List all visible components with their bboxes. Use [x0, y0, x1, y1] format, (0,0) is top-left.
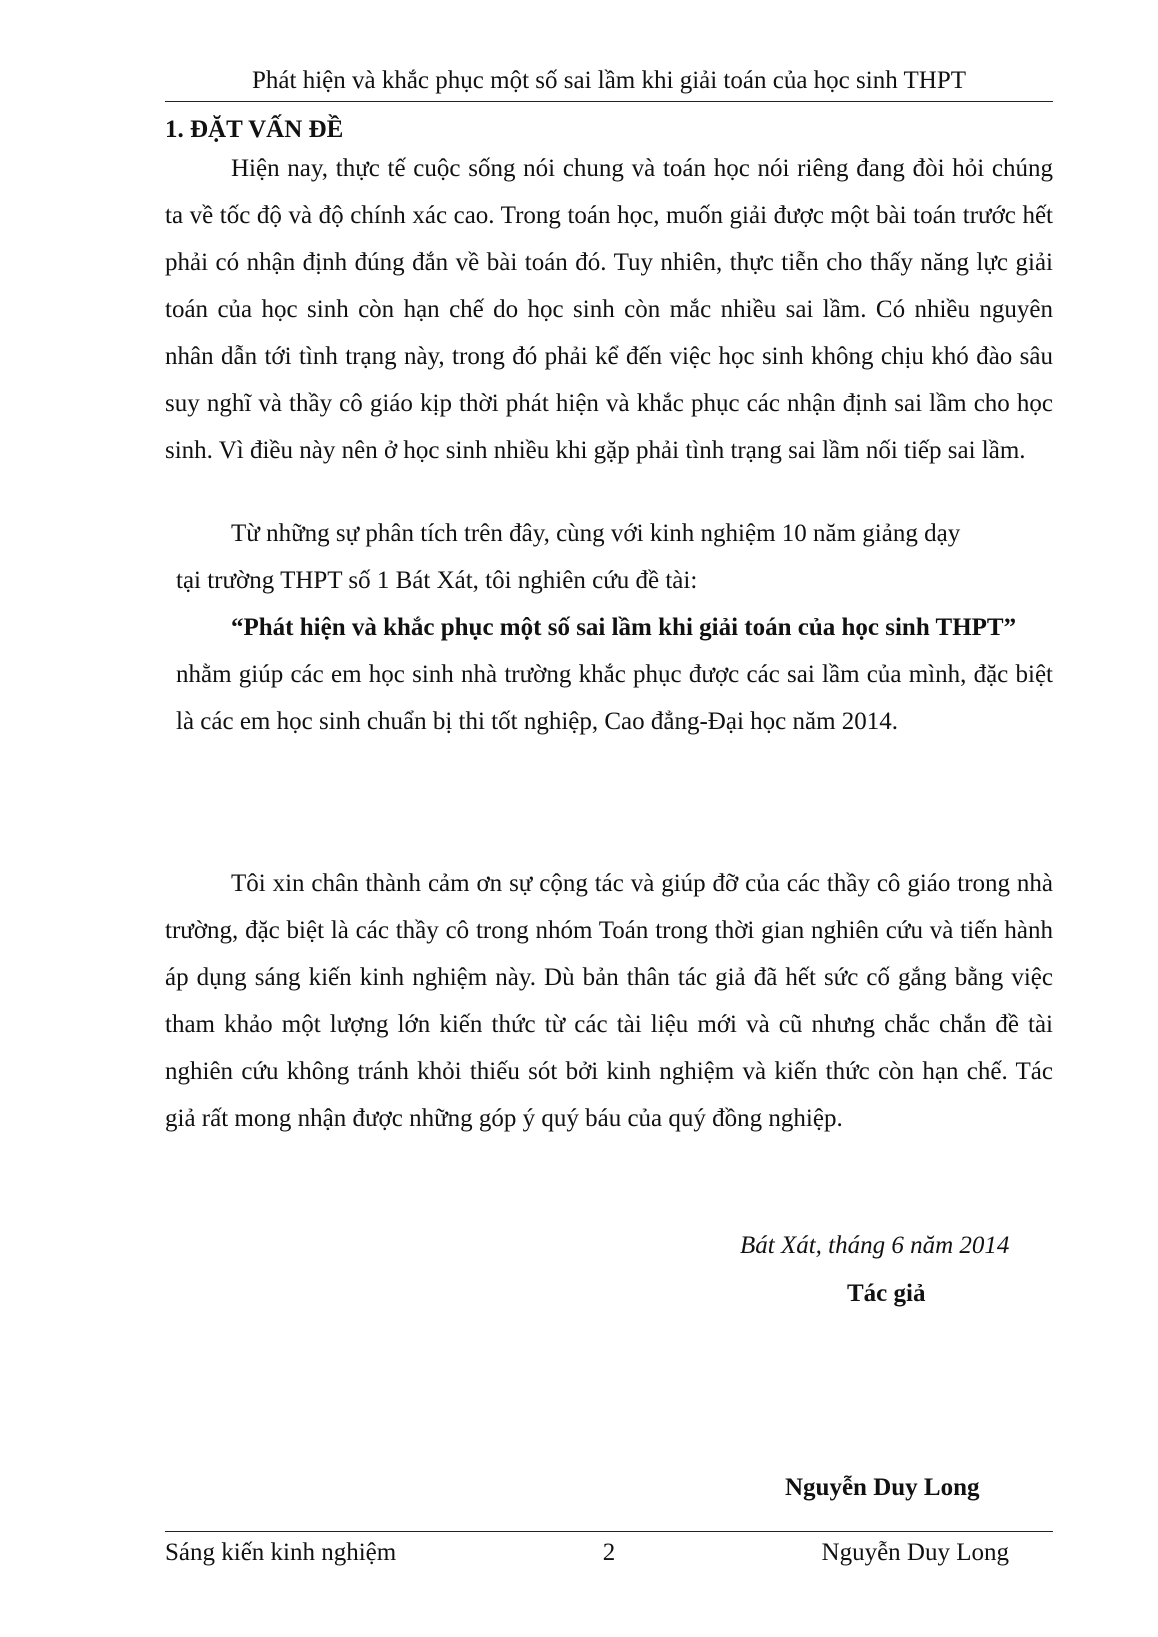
signature-name: Nguyễn Duy Long — [785, 1474, 980, 1501]
paragraph-thanks: Tôi xin chân thành cảm ơn sự cộng tác và giúp đỡ của các thầy cô giáo trong nhà trường, đặc biệt là các thầy cô trong nhóm Toán trong thời gian nghiên cứu và tiến hành áp dụng sáng kiến kinh nghiệm này. Dù bản thân tác giả đã hết sức cố gắng bằng việc tham khảo một lượng lớn kiến thức từ các tài liệu mới và cũ nhưng chắc chắn đề tài nghiên cứu không tránh khỏi thiếu sót bởi kinh nghiệm và kiến thức còn hạn chế. Tác giả rất mong nhận được những góp ý quý báu của quý đồng nghiệp. — [165, 870, 1053, 1132]
body-part-3 — [165, 860, 1053, 1142]
body-part-1 — [165, 145, 1053, 474]
paragraph-purpose: nhằm giúp các em học sinh nhà trường khắc phục được các sai lầm của mình, đặc biệt là các em học sinh chuẩn bị thi tốt nghiệp, Cao đẳng-Đại học năm 2014. — [176, 661, 1053, 735]
running-header: Phát hiện và khắc phục một số sai lầm khi giải toán của học sinh THPT — [252, 67, 966, 94]
footer-rule — [165, 1531, 1053, 1532]
page-number: 2 — [602, 1539, 616, 1566]
paragraph-intro: Hiện nay, thực tế cuộc sống nói chung và toán học nói riêng đang đòi hỏi chúng ta về tốc độ và độ chính xác cao. Trong toán học, muốn giải được một bài toán trước hết phải có nhận định đúng đắn về bài toán đó. Tuy nhiên, thực tiễn cho thấy năng lực giải toán của học sinh còn hạn chế do học sinh còn mắc nhiều sai lầm. Có nhiều nguyên nhân dẫn tới tình trạng này, trong đó phải kể đến việc học sinh không chịu khó đào sâu suy nghĩ và thầy cô giáo kịp thời phát hiện và khắc phục các nhận định sai lầm cho học sinh. Vì điều này nên ở học sinh nhiều khi gặp phải tình trạng sai lầm nối tiếp sai lầm. — [165, 155, 1053, 464]
paragraph-analysis-line2: tại trường THPT số 1 Bát Xát, tôi nghiên cứu đề tài: — [176, 567, 698, 594]
header-rule — [165, 101, 1053, 102]
signature-role: Tác giả — [847, 1280, 926, 1307]
footer-left-text: Sáng kiến kinh nghiệm — [165, 1539, 397, 1566]
footer-right-text: Nguyễn Duy Long — [821, 1539, 1009, 1566]
paragraph-analysis-line1: Từ những sự phân tích trên đây, cùng với kinh nghiệm 10 năm giảng dạy — [231, 520, 961, 547]
signature-place-date: Bát Xát, tháng 6 năm 2014 — [740, 1232, 1010, 1259]
body-part-2 — [165, 510, 1053, 745]
section-heading: 1. ĐẶT VẤN ĐỀ — [165, 116, 344, 143]
topic-title: “Phát hiện và khắc phục một số sai lầm khi giải toán của học sinh THPT” — [231, 614, 1017, 641]
